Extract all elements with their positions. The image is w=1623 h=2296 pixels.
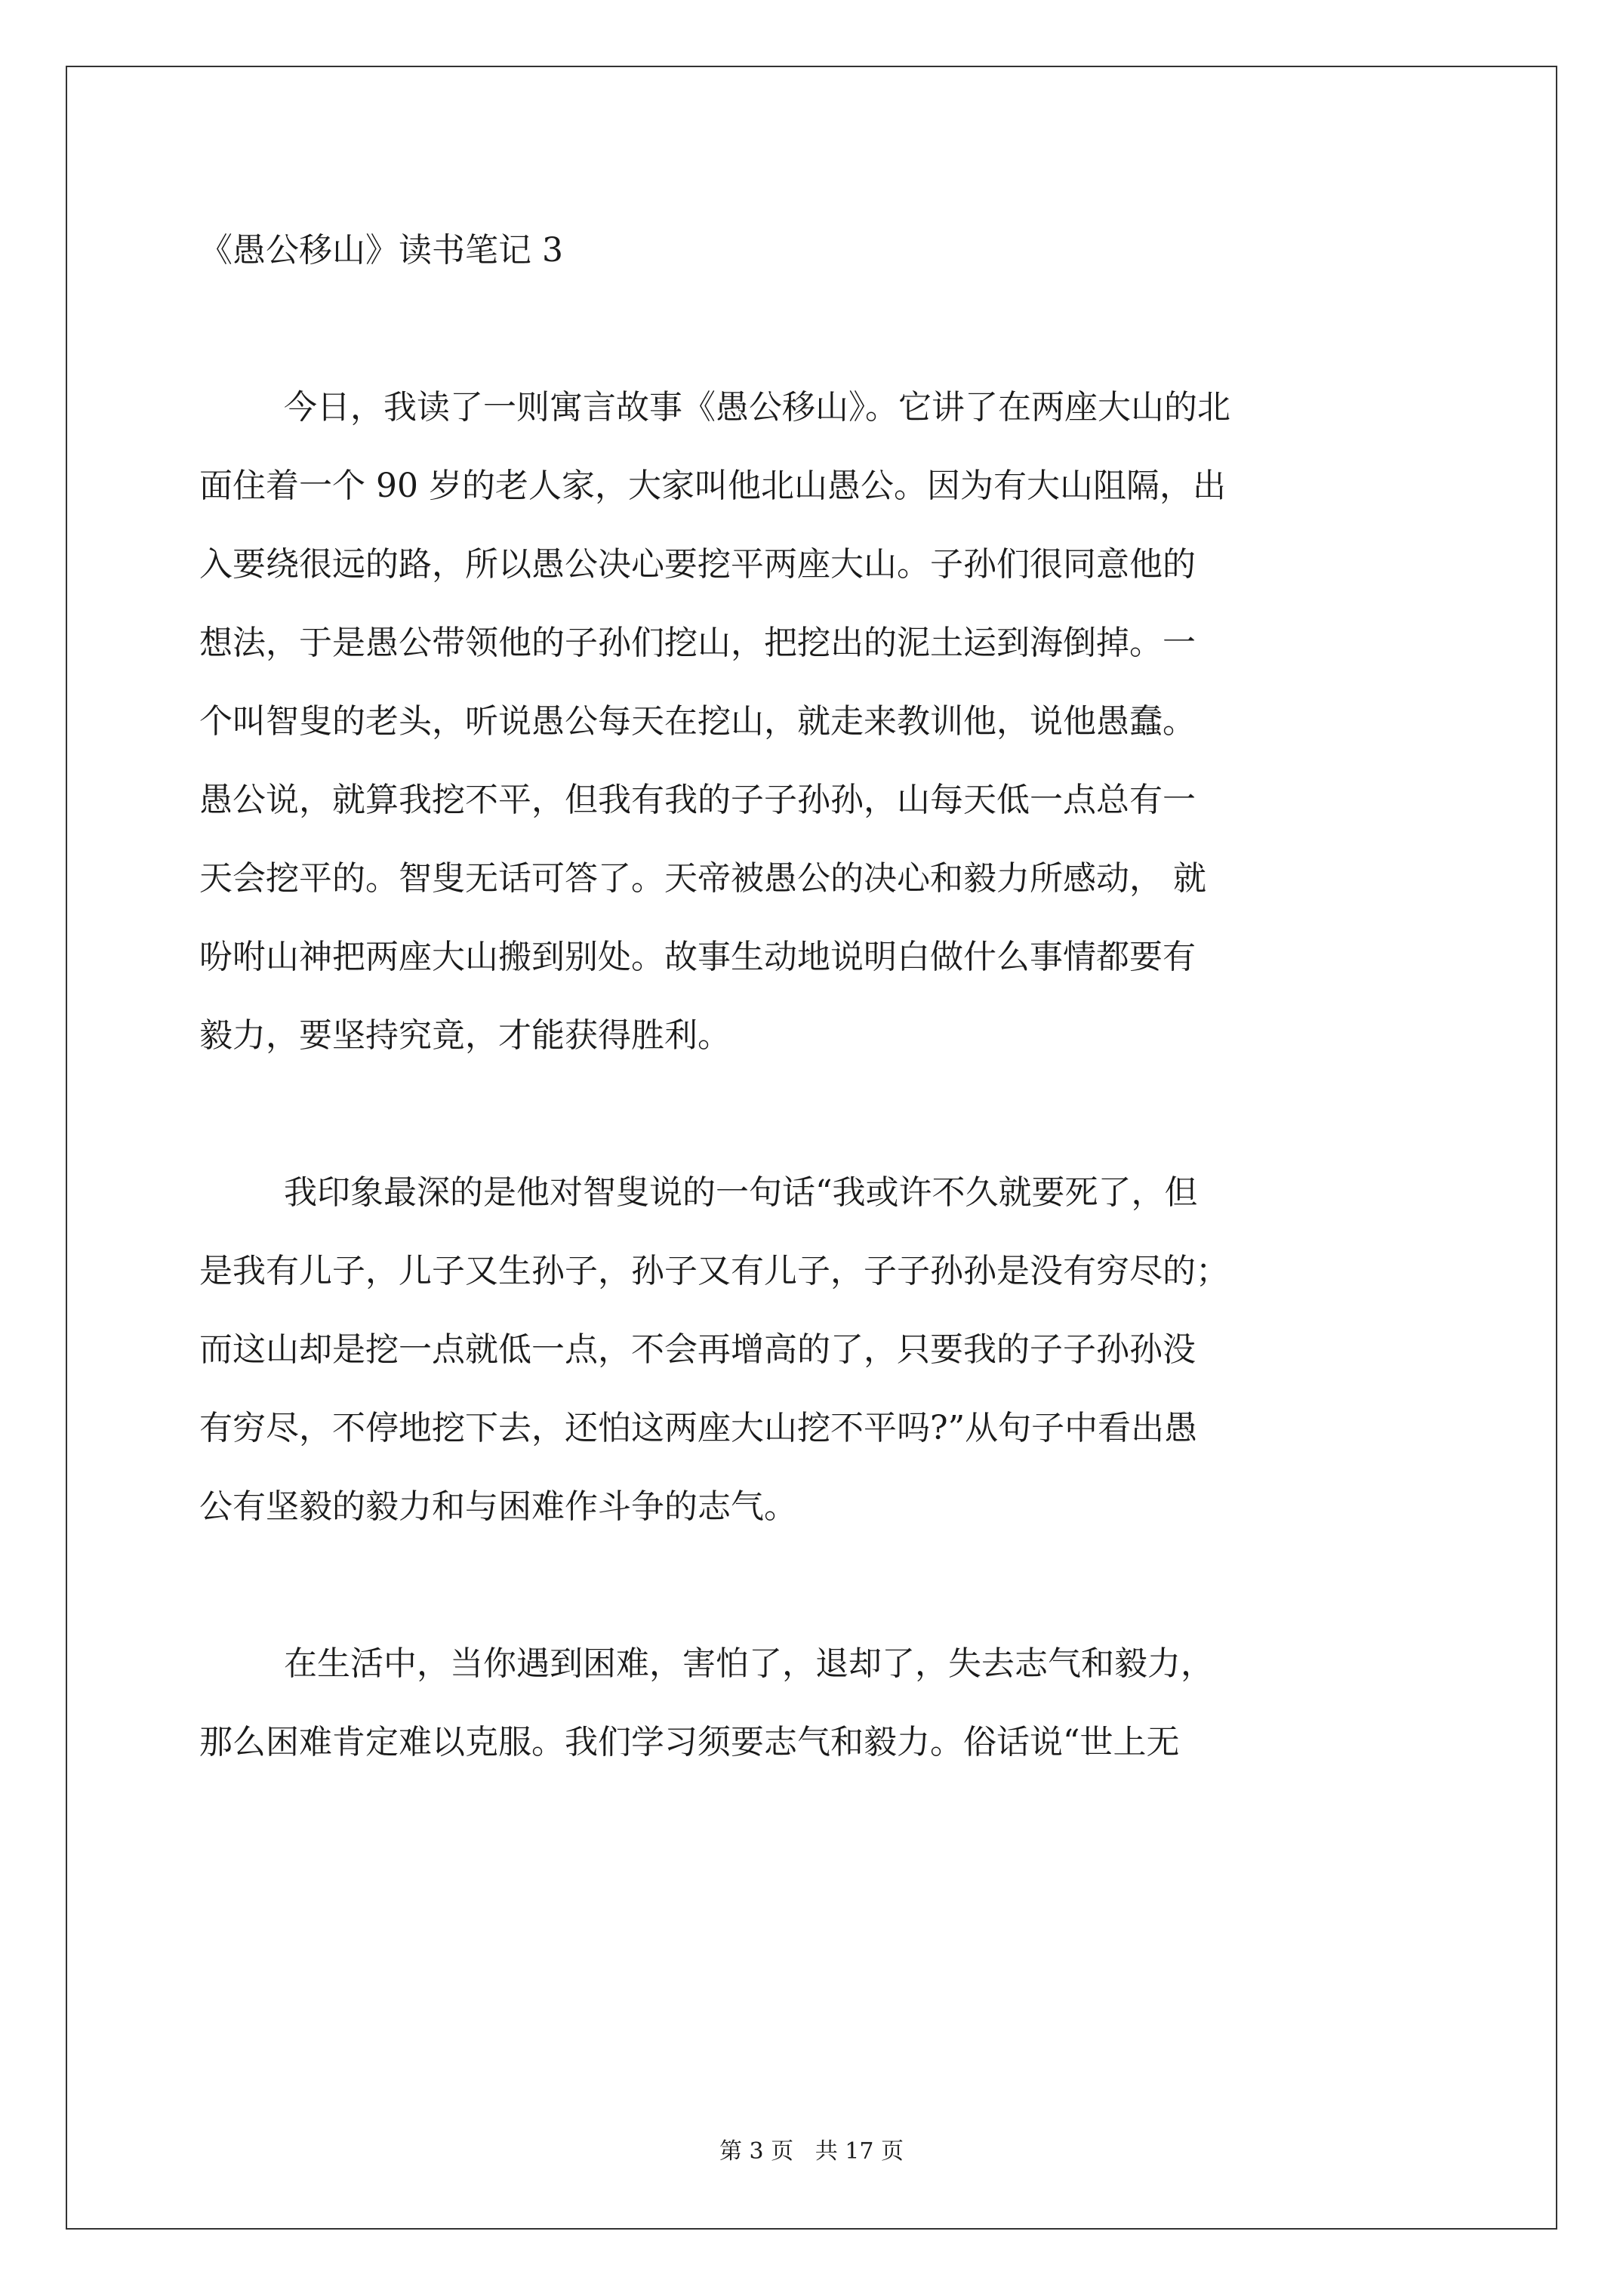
paragraph-spacer <box>199 290 1437 368</box>
paragraph-1 <box>199 368 1437 1075</box>
text-line: 愚公说，就算我挖不平，但我有我的子子孙孙，山每天低一点总有一 <box>199 781 1196 819</box>
text-line: 公有坚毅的毅力和与困难作斗争的志气。 <box>199 1487 797 1526</box>
text-line: 入要绕很远的路，所以愚公决心要挖平两座大山。子孙们很同意他的 <box>199 545 1196 584</box>
text-line: 今日，我读了一则寓言故事《愚公移山》。它讲了在两座大山的北 <box>284 388 1230 427</box>
text-line: 那么困难肯定难以克服。我们学习须要志气和毅力。俗话说“世上无 <box>199 1723 1180 1761</box>
paragraph-2 <box>199 1154 1437 1546</box>
paragraph-3 <box>199 1625 1437 1782</box>
document-body <box>199 211 1437 1782</box>
text-line: 吩咐山神把两座大山搬到别处。故事生动地说明白做什么事情都要有 <box>199 938 1196 976</box>
text-line: 天会挖平的。智叟无话可答了。天帝被愚公的决心和毅力所感动， 就 <box>199 859 1206 898</box>
text-line: 是我有儿子，儿子又生孙子，孙子又有儿子，子子孙孙是没有穷尽的； <box>199 1252 1229 1290</box>
paragraph-spacer <box>199 1075 1437 1154</box>
document-title: 《愚公移山》读书笔记 3 <box>199 231 563 270</box>
text-line: 个叫智叟的老头，听说愚公每天在挖山，就走来教训他，说他愚蠢。 <box>199 702 1196 741</box>
text-line: 想法，于是愚公带领他的子孙们挖山，把挖出的泥土运到海倒掉。一 <box>199 624 1196 662</box>
text-line: 在生活中，当你遇到困难，害怕了，退却了，失去志气和毅力， <box>284 1644 1214 1683</box>
text-line: 面住着一个 90 岁的老人家，大家叫他北山愚公。因为有大山阻隔，出 <box>199 467 1226 505</box>
text-line: 我印象最深的是他对智叟说的一句话“我或许不久就要死了，但 <box>284 1173 1198 1212</box>
page-number-footer: 第 3 页 共 17 页 <box>719 2138 904 2165</box>
text-line: 有穷尽，不停地挖下去，还怕这两座大山挖不平吗?”从句子中看出愚 <box>199 1409 1198 1447</box>
paragraph-spacer <box>199 1546 1437 1625</box>
text-line: 而这山却是挖一点就低一点，不会再增高的了，只要我的子子孙孙没 <box>199 1330 1196 1369</box>
text-line: 毅力，要坚持究竟，才能获得胜利。 <box>199 1016 731 1055</box>
